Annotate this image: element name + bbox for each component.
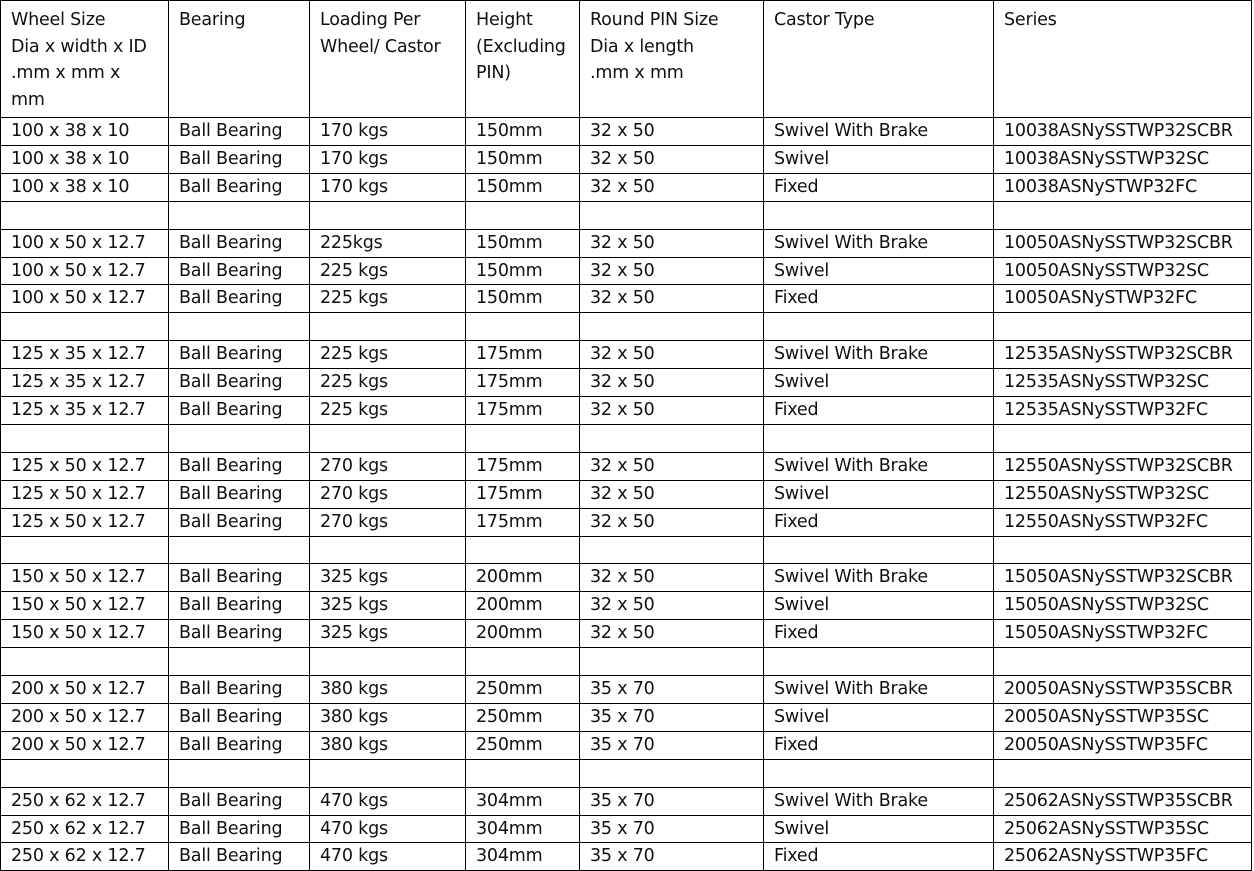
cell-bearing: Ball Bearing (169, 731, 310, 759)
cell-loading (310, 313, 466, 341)
cell-loading: 380 kgs (310, 703, 466, 731)
cell-loading: 225 kgs (310, 285, 466, 313)
cell-pin-size: 32 x 50 (580, 620, 764, 648)
cell-wheel-size (1, 424, 169, 452)
cell-pin-size: 35 x 70 (580, 676, 764, 704)
cell-wheel-size: 125 x 50 x 12.7 (1, 480, 169, 508)
cell-series (994, 648, 1252, 676)
table-body (1, 118, 1252, 871)
cell-bearing: Ball Bearing (169, 815, 310, 843)
cell-pin-size: 32 x 50 (580, 592, 764, 620)
cell-loading: 225 kgs (310, 369, 466, 397)
cell-series: 10050ASNySSTWP32SCBR (994, 229, 1252, 257)
spacer-row (1, 759, 1252, 787)
cell-castor-type: Swivel With Brake (764, 676, 994, 704)
cell-pin-size: 32 x 50 (580, 452, 764, 480)
cell-castor-type: Swivel (764, 815, 994, 843)
cell-height: 150mm (466, 118, 580, 146)
cell-height (466, 759, 580, 787)
cell-bearing (169, 536, 310, 564)
cell-bearing: Ball Bearing (169, 257, 310, 285)
table-row (1, 731, 1252, 759)
table-row (1, 285, 1252, 313)
table-row (1, 592, 1252, 620)
cell-height: 175mm (466, 369, 580, 397)
cell-castor-type (764, 759, 994, 787)
cell-loading (310, 536, 466, 564)
cell-series: 12535ASNySSTWP32SCBR (994, 341, 1252, 369)
cell-wheel-size: 100 x 50 x 12.7 (1, 285, 169, 313)
cell-pin-size: 35 x 70 (580, 843, 764, 871)
cell-wheel-size: 125 x 35 x 12.7 (1, 397, 169, 425)
cell-height: 175mm (466, 452, 580, 480)
cell-loading: 325 kgs (310, 620, 466, 648)
spacer-row (1, 648, 1252, 676)
cell-wheel-size: 125 x 50 x 12.7 (1, 452, 169, 480)
cell-height: 175mm (466, 341, 580, 369)
cell-bearing (169, 201, 310, 229)
cell-wheel-size: 100 x 50 x 12.7 (1, 257, 169, 285)
cell-bearing (169, 759, 310, 787)
cell-loading: 325 kgs (310, 564, 466, 592)
cell-height: 250mm (466, 731, 580, 759)
cell-wheel-size: 100 x 38 x 10 (1, 145, 169, 173)
cell-castor-type: Swivel With Brake (764, 229, 994, 257)
cell-loading: 170 kgs (310, 145, 466, 173)
cell-wheel-size (1, 648, 169, 676)
cell-loading (310, 201, 466, 229)
header-castor-type (764, 1, 994, 118)
cell-series: 10050ASNySTWP32FC (994, 285, 1252, 313)
cell-height: 150mm (466, 257, 580, 285)
cell-series: 20050ASNySSTWP35SCBR (994, 676, 1252, 704)
cell-bearing: Ball Bearing (169, 787, 310, 815)
cell-pin-size: 32 x 50 (580, 285, 764, 313)
cell-castor-type: Fixed (764, 731, 994, 759)
cell-loading: 225 kgs (310, 397, 466, 425)
header-bearing (169, 1, 310, 118)
cell-bearing: Ball Bearing (169, 676, 310, 704)
table-row (1, 452, 1252, 480)
cell-castor-type (764, 424, 994, 452)
cell-series: 10038ASNySTWP32FC (994, 173, 1252, 201)
cell-castor-type: Fixed (764, 285, 994, 313)
cell-bearing: Ball Bearing (169, 145, 310, 173)
header-series-line: Series (1004, 10, 1057, 30)
cell-series: 25062ASNySSTWP35FC (994, 843, 1252, 871)
table-row (1, 564, 1252, 592)
cell-castor-type (764, 536, 994, 564)
cell-loading (310, 648, 466, 676)
cell-series: 20050ASNySSTWP35SC (994, 703, 1252, 731)
cell-castor-type: Swivel (764, 592, 994, 620)
cell-series (994, 536, 1252, 564)
cell-pin-size: 32 x 50 (580, 257, 764, 285)
cell-bearing: Ball Bearing (169, 285, 310, 313)
cell-castor-type: Fixed (764, 620, 994, 648)
cell-wheel-size: 250 x 62 x 12.7 (1, 843, 169, 871)
cell-pin-size: 32 x 50 (580, 564, 764, 592)
cell-castor-type: Fixed (764, 173, 994, 201)
cell-pin-size: 35 x 70 (580, 787, 764, 815)
cell-height (466, 313, 580, 341)
table-row (1, 397, 1252, 425)
table-row (1, 703, 1252, 731)
header-pin-size-line: .mm x mm (590, 63, 684, 83)
header-wheel-size-line: .mm x mm x (11, 63, 121, 83)
cell-bearing: Ball Bearing (169, 703, 310, 731)
cell-pin-size: 32 x 50 (580, 173, 764, 201)
cell-castor-type: Swivel With Brake (764, 564, 994, 592)
cell-wheel-size: 200 x 50 x 12.7 (1, 703, 169, 731)
cell-castor-type: Swivel (764, 369, 994, 397)
cell-wheel-size: 125 x 50 x 12.7 (1, 508, 169, 536)
cell-bearing: Ball Bearing (169, 508, 310, 536)
table-row (1, 341, 1252, 369)
cell-wheel-size: 100 x 50 x 12.7 (1, 229, 169, 257)
cell-height: 175mm (466, 397, 580, 425)
header-bearing-line: Bearing (179, 10, 246, 30)
cell-wheel-size: 150 x 50 x 12.7 (1, 592, 169, 620)
table-row (1, 508, 1252, 536)
cell-bearing: Ball Bearing (169, 229, 310, 257)
cell-bearing: Ball Bearing (169, 592, 310, 620)
table-row (1, 145, 1252, 173)
cell-loading: 325 kgs (310, 592, 466, 620)
cell-pin-size: 35 x 70 (580, 731, 764, 759)
cell-height (466, 201, 580, 229)
spacer-row (1, 201, 1252, 229)
cell-height: 175mm (466, 480, 580, 508)
cell-pin-size: 32 x 50 (580, 397, 764, 425)
cell-castor-type: Fixed (764, 843, 994, 871)
cell-series (994, 313, 1252, 341)
cell-bearing: Ball Bearing (169, 341, 310, 369)
cell-loading: 170 kgs (310, 118, 466, 146)
cell-loading: 270 kgs (310, 452, 466, 480)
cell-bearing (169, 424, 310, 452)
header-loading-line: Wheel/ Castor (320, 36, 441, 57)
cell-loading (310, 424, 466, 452)
table-row (1, 173, 1252, 201)
table-row (1, 843, 1252, 871)
table-row (1, 118, 1252, 146)
cell-bearing: Ball Bearing (169, 620, 310, 648)
table-row (1, 815, 1252, 843)
header-height-line: PIN) (476, 63, 511, 83)
cell-wheel-size: 100 x 38 x 10 (1, 118, 169, 146)
cell-height: 200mm (466, 620, 580, 648)
table-row (1, 787, 1252, 815)
header-wheel-size-line: Dia x width x ID (11, 36, 147, 57)
cell-height: 304mm (466, 815, 580, 843)
header-loading (310, 1, 466, 118)
cell-wheel-size: 100 x 38 x 10 (1, 173, 169, 201)
cell-height: 150mm (466, 229, 580, 257)
cell-wheel-size: 250 x 62 x 12.7 (1, 787, 169, 815)
cell-height: 304mm (466, 843, 580, 871)
table-row (1, 369, 1252, 397)
cell-series (994, 424, 1252, 452)
cell-castor-type (764, 648, 994, 676)
header-wheel-size (1, 1, 169, 118)
cell-wheel-size: 150 x 50 x 12.7 (1, 564, 169, 592)
cell-castor-type: Swivel With Brake (764, 118, 994, 146)
cell-bearing (169, 648, 310, 676)
cell-loading: 225kgs (310, 229, 466, 257)
cell-height: 150mm (466, 285, 580, 313)
cell-pin-size (580, 648, 764, 676)
cell-series: 25062ASNySSTWP35SC (994, 815, 1252, 843)
cell-bearing: Ball Bearing (169, 564, 310, 592)
cell-height: 304mm (466, 787, 580, 815)
cell-pin-size (580, 201, 764, 229)
cell-castor-type: Fixed (764, 397, 994, 425)
cell-bearing: Ball Bearing (169, 397, 310, 425)
table-row (1, 620, 1252, 648)
cell-series: 15050ASNySSTWP32SC (994, 592, 1252, 620)
cell-wheel-size: 250 x 62 x 12.7 (1, 815, 169, 843)
cell-wheel-size (1, 201, 169, 229)
table-row (1, 229, 1252, 257)
cell-height: 200mm (466, 564, 580, 592)
cell-castor-type: Swivel (764, 480, 994, 508)
cell-wheel-size: 125 x 35 x 12.7 (1, 369, 169, 397)
table-row (1, 257, 1252, 285)
cell-height: 250mm (466, 703, 580, 731)
cell-height (466, 424, 580, 452)
cell-series: 12550ASNySSTWP32FC (994, 508, 1252, 536)
header-wheel-size-line: Wheel Size (11, 10, 106, 30)
cell-bearing: Ball Bearing (169, 118, 310, 146)
cell-loading: 380 kgs (310, 731, 466, 759)
cell-bearing: Ball Bearing (169, 173, 310, 201)
cell-castor-type: Swivel (764, 703, 994, 731)
cell-bearing (169, 313, 310, 341)
header-pin-size (580, 1, 764, 118)
cell-castor-type (764, 201, 994, 229)
cell-castor-type: Swivel With Brake (764, 341, 994, 369)
cell-pin-size (580, 536, 764, 564)
cell-castor-type: Swivel With Brake (764, 452, 994, 480)
cell-pin-size: 32 x 50 (580, 145, 764, 173)
cell-loading: 270 kgs (310, 480, 466, 508)
cell-castor-type: Swivel (764, 257, 994, 285)
header-row (1, 1, 1252, 118)
cell-pin-size: 35 x 70 (580, 703, 764, 731)
cell-series: 12535ASNySSTWP32SC (994, 369, 1252, 397)
header-wheel-size-line: mm (11, 89, 45, 110)
cell-wheel-size (1, 313, 169, 341)
cell-loading: 470 kgs (310, 787, 466, 815)
cell-pin-size (580, 759, 764, 787)
cell-height: 150mm (466, 145, 580, 173)
cell-series: 12535ASNySSTWP32FC (994, 397, 1252, 425)
header-pin-size-line: Dia x length (590, 36, 694, 57)
header-height (466, 1, 580, 118)
table-row (1, 676, 1252, 704)
cell-wheel-size (1, 536, 169, 564)
cell-pin-size (580, 313, 764, 341)
cell-loading: 225 kgs (310, 341, 466, 369)
cell-series: 12550ASNySSTWP32SC (994, 480, 1252, 508)
cell-wheel-size: 150 x 50 x 12.7 (1, 620, 169, 648)
cell-series: 20050ASNySSTWP35FC (994, 731, 1252, 759)
header-pin-size-line: Round PIN Size (590, 10, 719, 30)
spacer-row (1, 536, 1252, 564)
cell-loading: 470 kgs (310, 843, 466, 871)
cell-bearing: Ball Bearing (169, 452, 310, 480)
cell-height: 175mm (466, 508, 580, 536)
cell-height: 150mm (466, 173, 580, 201)
cell-height (466, 648, 580, 676)
cell-loading: 380 kgs (310, 676, 466, 704)
cell-bearing: Ball Bearing (169, 369, 310, 397)
cell-bearing: Ball Bearing (169, 480, 310, 508)
spacer-row (1, 424, 1252, 452)
header-series (994, 1, 1252, 118)
cell-wheel-size: 200 x 50 x 12.7 (1, 731, 169, 759)
cell-series: 10038ASNySSTWP32SCBR (994, 118, 1252, 146)
spacer-row (1, 313, 1252, 341)
cell-pin-size: 35 x 70 (580, 815, 764, 843)
cell-bearing: Ball Bearing (169, 843, 310, 871)
cell-series: 10038ASNySSTWP32SC (994, 145, 1252, 173)
cell-series: 25062ASNySSTWP35SCBR (994, 787, 1252, 815)
cell-castor-type: Fixed (764, 508, 994, 536)
cell-loading: 170 kgs (310, 173, 466, 201)
cell-wheel-size (1, 759, 169, 787)
cell-loading: 470 kgs (310, 815, 466, 843)
cell-height: 250mm (466, 676, 580, 704)
cell-wheel-size: 125 x 35 x 12.7 (1, 341, 169, 369)
cell-series (994, 201, 1252, 229)
cell-loading: 225 kgs (310, 257, 466, 285)
cell-castor-type (764, 313, 994, 341)
cell-wheel-size: 200 x 50 x 12.7 (1, 676, 169, 704)
cell-pin-size: 32 x 50 (580, 341, 764, 369)
header-loading-line: Loading Per (320, 10, 421, 30)
cell-loading: 270 kgs (310, 508, 466, 536)
cell-series: 15050ASNySSTWP32FC (994, 620, 1252, 648)
cell-pin-size: 32 x 50 (580, 229, 764, 257)
cell-pin-size: 32 x 50 (580, 118, 764, 146)
cell-series: 15050ASNySSTWP32SCBR (994, 564, 1252, 592)
cell-height: 200mm (466, 592, 580, 620)
header-height-line: (Excluding (476, 36, 566, 57)
cell-castor-type: Swivel With Brake (764, 787, 994, 815)
cell-loading (310, 759, 466, 787)
header-height-line: Height (476, 10, 533, 30)
cell-series: 10050ASNySSTWP32SC (994, 257, 1252, 285)
cell-pin-size: 32 x 50 (580, 480, 764, 508)
table-row (1, 480, 1252, 508)
cell-castor-type: Swivel (764, 145, 994, 173)
cell-pin-size: 32 x 50 (580, 369, 764, 397)
cell-series: 12550ASNySSTWP32SCBR (994, 452, 1252, 480)
cell-series (994, 759, 1252, 787)
cell-pin-size (580, 424, 764, 452)
cell-height (466, 536, 580, 564)
header-castor-type-line: Castor Type (774, 10, 875, 30)
cell-pin-size: 32 x 50 (580, 508, 764, 536)
